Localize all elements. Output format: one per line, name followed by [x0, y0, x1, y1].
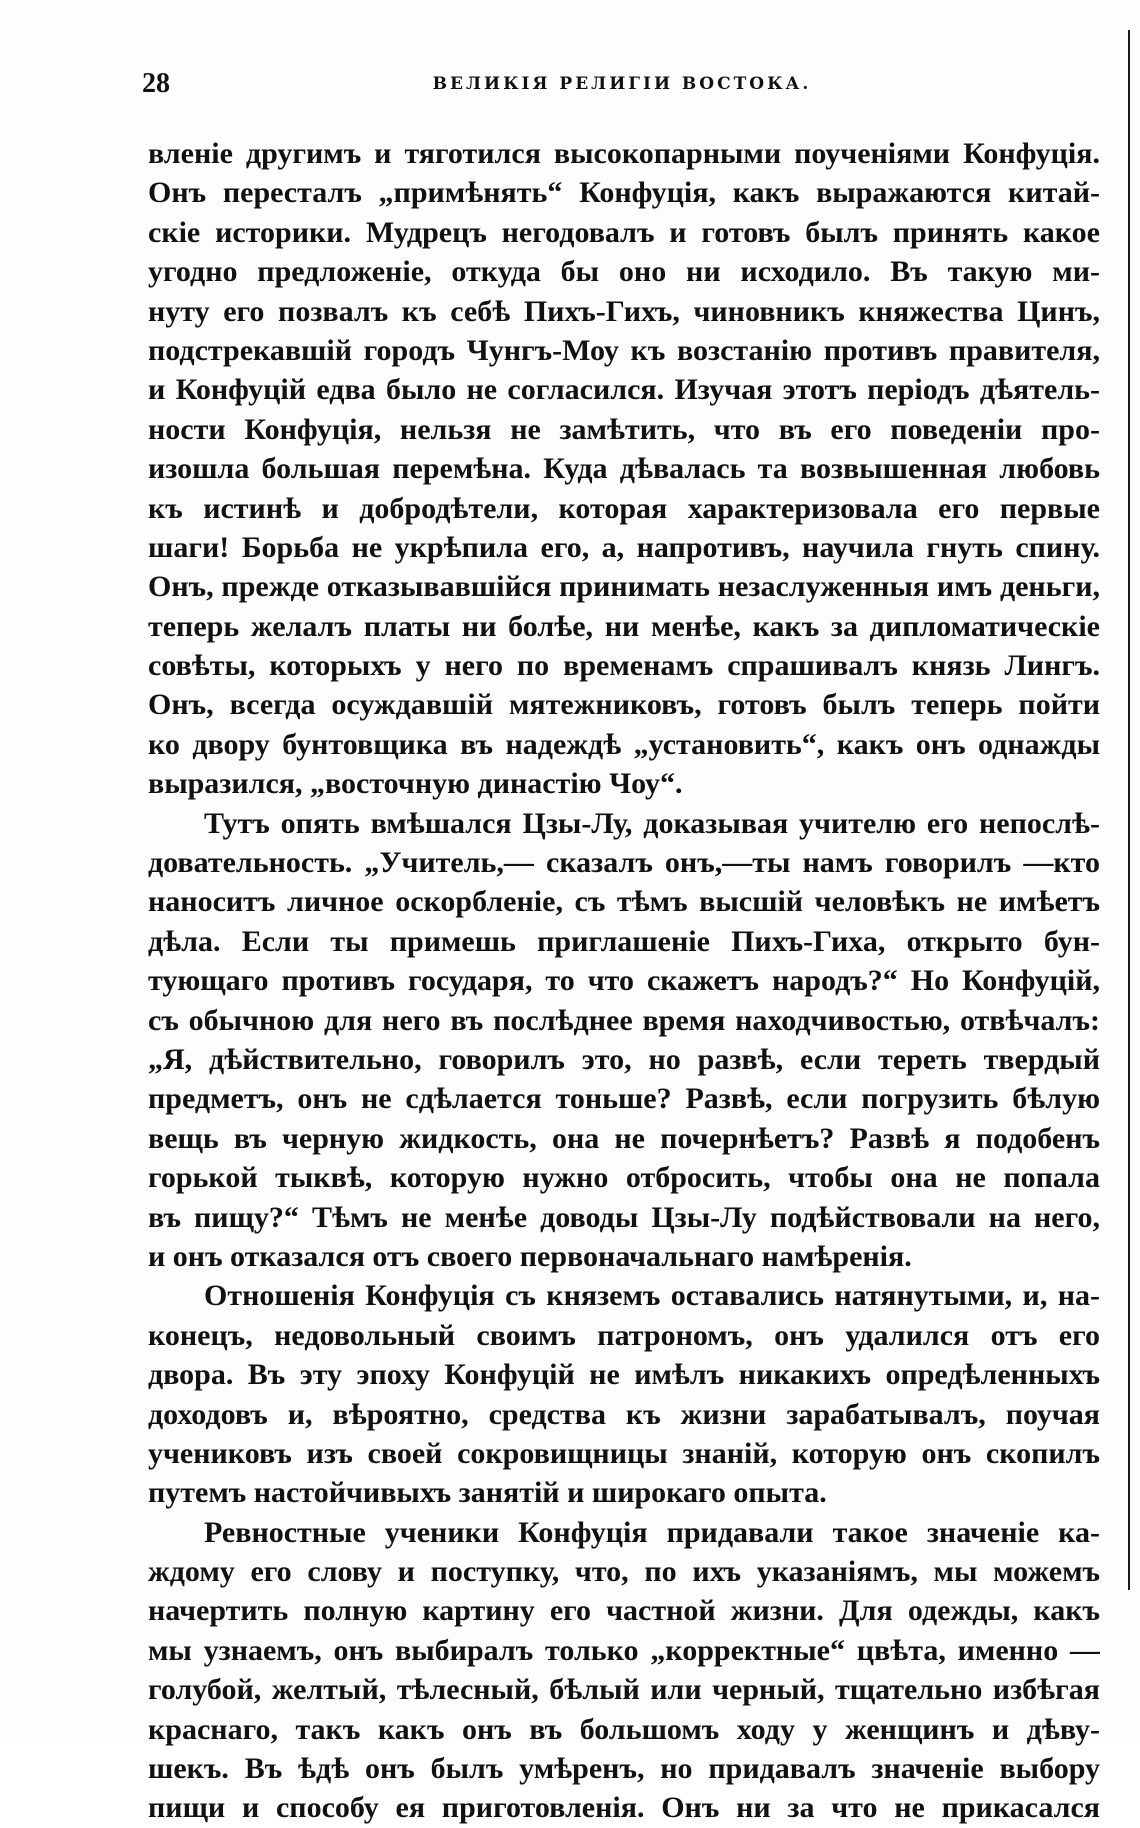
page-header [142, 60, 1102, 110]
text-line: шекъ. Въ ѣдѣ онъ былъ умѣренъ, но придавалъ значеніе выбору [148, 1752, 1100, 1786]
text-line: учениковъ изъ своей сокровищницы знаній, которую онъ скопилъ [148, 1436, 1100, 1470]
text-line: дѣла. Если ты примешь приглашеніе Пихъ-Гиха, открыто бун- [148, 924, 1100, 958]
text-line: начертить полную картину его частной жизни. Для одежды, какъ [148, 1594, 1100, 1628]
paragraph-first-line: Отношенія Конфуція съ княземъ оставались натянутыми, и, на- [204, 1279, 1100, 1313]
text-line: Онъ, всегда осуждавшій мятежниковъ, готовъ былъ теперь пойти [148, 688, 1100, 722]
text-line: теперь желалъ платы ни болѣе, ни менѣе, какъ за дипломатическіе [148, 609, 1100, 643]
text-line: съ обычною для него въ послѣднее время находчивостью, отвѣчалъ: [148, 1003, 1100, 1037]
text-line: ко двору бунтовщика въ надеждѣ „установить“, какъ онъ однажды [148, 727, 1100, 761]
text-line: путемъ настойчивыхъ занятій и широкаго опыта. [148, 1476, 827, 1510]
text-line: совѣты, которыхъ у него по временамъ спрашивалъ князь Лингъ. [148, 649, 1100, 683]
text-line: „Я, дѣйствительно, говорилъ это, но развѣ, если тереть твердый [148, 1042, 1100, 1076]
body-text [148, 134, 1100, 1828]
text-line: краснаго, такъ какъ онъ въ большомъ ходу у женщинъ и дѣву- [148, 1712, 1100, 1746]
text-line: тующаго противъ государя, то что скажетъ народъ?“ Но Конфуцій, [148, 964, 1100, 998]
running-title: ВЕЛИКІЯ РЕЛИГІИ ВОСТОКА. [432, 74, 812, 94]
text-line: къ истинѣ и добродѣтели, которая характеризовала его первые [148, 491, 1100, 525]
text-line: изошла большая перемѣна. Куда дѣвалась та возвышенная любовь [148, 452, 1100, 486]
text-line: горькой тыквѣ, которую нужно отбросить, чтобы она не попала [148, 1161, 1100, 1195]
text-line: и Конфуцій едва было не согласился. Изучая этотъ періодъ дѣятель- [148, 373, 1100, 407]
text-line: выразился, „восточную династію Чоу“. [148, 767, 683, 801]
paragraph-first-line: Ревностные ученики Конфуція придавали такое значеніе ка- [204, 1515, 1100, 1549]
text-line: ности Конфуція, нельзя не замѣтить, что въ его поведеніи про- [148, 412, 1100, 446]
text-line: голубой, желтый, тѣлесный, бѣлый или черный, тщательно избѣгая [148, 1673, 1100, 1707]
text-line: конецъ, недовольный своимъ патрономъ, онъ удалился отъ его [148, 1318, 1100, 1352]
text-line: нуту его позвалъ къ себѣ Пихъ-Гихъ, чиновникъ княжества Цинъ, [148, 294, 1100, 328]
paragraph-first-line: Тутъ опять вмѣшался Цзы-Лу, доказывая учителю его непослѣ- [204, 806, 1100, 840]
text-line: пищи и способу ея приготовленія. Онъ ни за что не прикасался [148, 1791, 1100, 1825]
text-line: довательность. „Учитель,— сказалъ онъ,—ты намъ говорилъ —кто [148, 846, 1100, 880]
scan-edge-line [1128, 30, 1130, 1590]
page-number: 28 [142, 68, 170, 99]
text-line: шаги! Борьба не укрѣпила его, а, напротивъ, научила гнуть спину. [148, 530, 1100, 564]
text-line: ждому его слову и поступку, что, по ихъ указаніямъ, мы можемъ [148, 1555, 1100, 1589]
text-line: предметъ, онъ не сдѣлается тоньше? Развѣ, если погрузить бѣлую [148, 1082, 1100, 1116]
text-line: доходовъ и, вѣроятно, средства къ жизни зарабатывалъ, поучая [148, 1397, 1100, 1431]
text-line: въ пищу?“ Тѣмъ не менѣе доводы Цзы-Лу подѣйствовали на него, [148, 1200, 1100, 1234]
text-line: Онъ, прежде отказывавшійся принимать незаслуженныя имъ деньги, [148, 570, 1100, 604]
text-line: вленіе другимъ и тяготился высокопарными поученіями Конфуція. [148, 137, 1100, 170]
text-line: подстрекавшій городъ Чунгъ-Моу къ возстанію противъ правителя, [148, 333, 1100, 367]
text-line: мы узнаемъ, онъ выбиралъ только „корректные“ цвѣта, именно — [148, 1633, 1100, 1667]
text-line: наноситъ личное оскорбленіе, съ тѣмъ высшій человѣкъ не имѣетъ [148, 885, 1100, 919]
text-line: двора. Въ эту эпоху Конфуцій не имѣлъ никакихъ опредѣленныхъ [148, 1358, 1100, 1392]
text-line: вещь въ черную жидкость, она не почернѣетъ? Развѣ я подобенъ [148, 1121, 1100, 1155]
text-line: и онъ отказался отъ своего первоначальнаго намѣренія. [148, 1239, 912, 1273]
text-line: угодно предложеніе, откуда бы оно ни исходило. Въ такую ми- [148, 255, 1100, 289]
text-line: Онъ пересталъ „примѣнять“ Конфуція, какъ выражаются китай- [148, 176, 1100, 210]
text-line: скіе историки. Мудрецъ негодовалъ и готовъ былъ принять какое [148, 215, 1100, 249]
